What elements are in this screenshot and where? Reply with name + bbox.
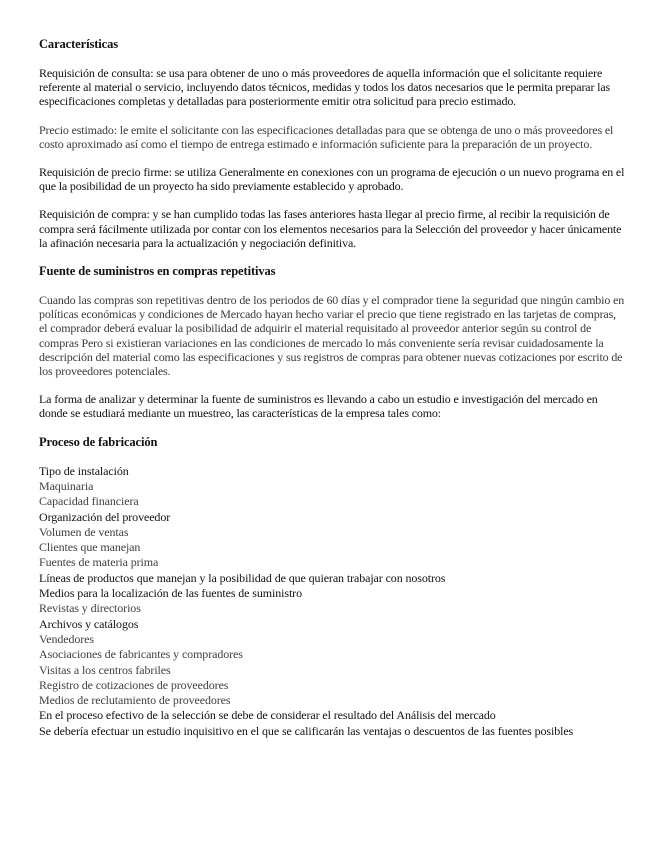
list-item: Registro de cotizaciones de proveedores [39, 677, 229, 692]
heading-proceso-fabricacion: Proceso de fabricación [39, 434, 158, 449]
list-item: Volumen de ventas [39, 524, 129, 539]
paragraph-precio-estimado: Precio estimado: le emite el solicitante con las especificaciones detalladas para que se obtenga de uno o más proveedores el costo aproximado así como el tiempo de entrega estimado e información suficiente para la preparación de un proyecto. [39, 122, 614, 151]
paragraph-precio-firme: Requisición de precio firme: se utiliza Generalmente en conexiones con un programa de ejecución o un nuevo programa en el que la posibilidad de un proyecto ha sido previamente establecido y aprobado. [39, 165, 625, 194]
list-item: Clientes que manejan [39, 540, 141, 555]
list-item: En el proceso efectivo de la selección se debe de considerar el resultado del Análisis del mercado [39, 708, 496, 723]
paragraph-requisicion-consulta: Requisición de consulta: se usa para obtener de uno o más proveedores de aquella información que el solicitante requiere referente al material o servicio, incluyendo datos técnicos, medidas y todos los datos necesarios que le permita preparar las especificaciones completas y detalladas para posteriormente emitir otra solicitud para precio estimado. [39, 66, 611, 109]
heading-fuente-suministros: Fuente de suministros en compras repetitivas [39, 264, 276, 279]
list-item: Archivos y catálogos [39, 616, 139, 631]
list-item: Capacidad financiera [39, 494, 139, 509]
list-item: Revistas y directorios [39, 601, 141, 616]
list-item: Se debería efectuar un estudio inquisitivo en el que se calificarán las ventajas o descuentos de las fuentes posibles [39, 723, 574, 738]
paragraph-forma-analizar: La forma de analizar y determinar la fuente de suministros es llevando a cabo un estudio e investigación del mercado en donde se estudiará mediante un muestreo, las características de la empresa tales como: [39, 392, 598, 421]
list-item: Asociaciones de fabricantes y compradores [39, 647, 243, 662]
list-item: Organización del proveedor [39, 509, 171, 524]
list-item: Vendedores [39, 631, 94, 646]
list-item: Maquinaria [39, 478, 94, 493]
list-item: Fuentes de materia prima [39, 555, 159, 570]
list-item: Líneas de productos que manejan y la posibilidad de que quieran trabajar con nosotros [39, 570, 446, 585]
list-item: Medios de reclutamiento de proveedores [39, 693, 231, 708]
proceso-list [39, 464, 625, 739]
heading-caracteristicas: Características [39, 37, 119, 51]
list-item: Medios para la localización de las fuentes de suministro [39, 586, 302, 601]
list-item: Visitas a los centros fabriles [39, 662, 171, 677]
paragraph-compras-repetitivas: Cuando las compras son repetitivas dentro de los periodos de 60 días y el comprador tiene la seguridad que ningún cambio en políticas económicas y condiciones de Mercado hayan hecho variar el precio que tiene registrado en las tarjetas de compras, el comprador deberá evaluar la posibilidad de adquirir el material requisitado al proveedor anterior según su control de compras Pero si existieran variaciones en las condiciones de mercado lo más conveniente sería revisar cuidadosamente la descripción del material como las especificaciones y sus registros de compras para obtener nuevas cotizaciones por escrito de los proveedores potenciales. [39, 293, 625, 379]
paragraph-requisicion-compra: Requisición de compra: y se han cumplido todas las fases anteriores hasta llegar al precio firme, al recibir la requisición de compra será fácilmente utilizada por contar con los elementos necesarios para la Selección del proveedor y hacer únicamente la afinación necesaria para la actualización y negociación definitiva. [39, 207, 622, 250]
list-item: Tipo de instalación [39, 463, 129, 478]
